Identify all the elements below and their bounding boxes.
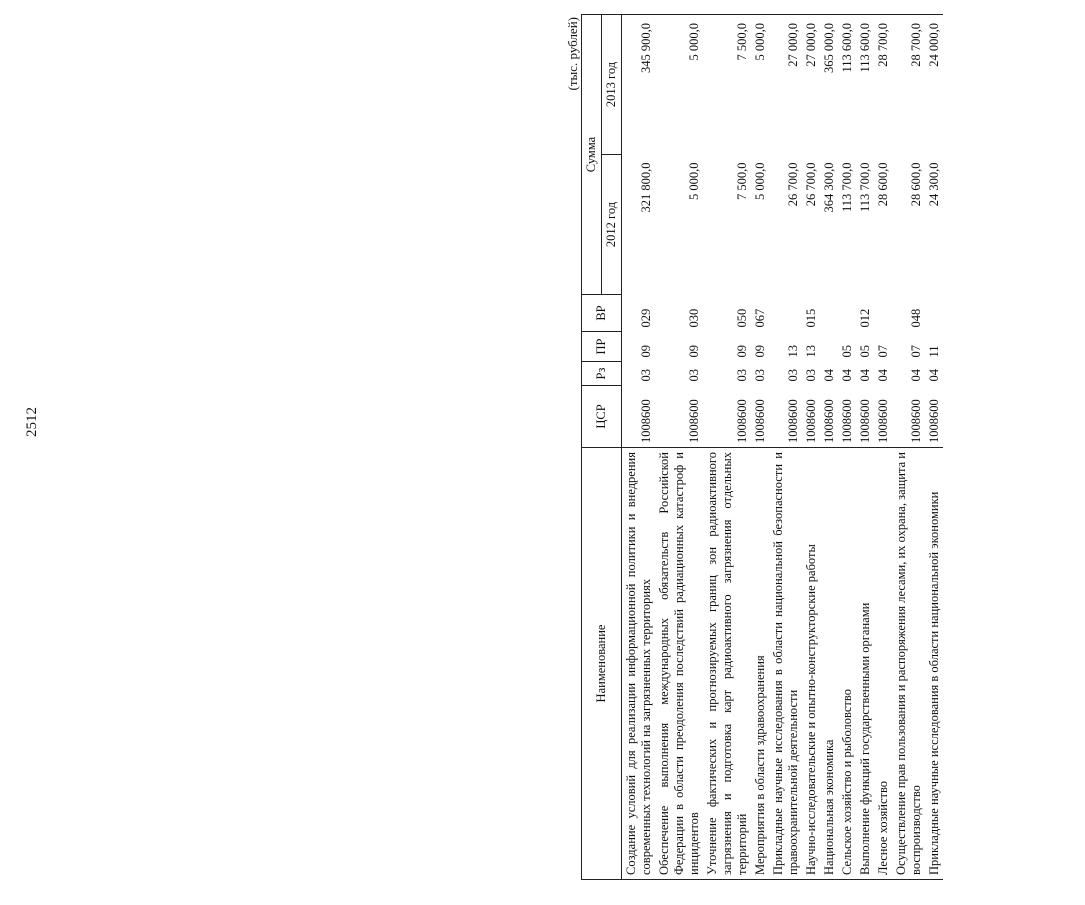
row-name: Мероприятия в области здравоохранения bbox=[751, 448, 769, 880]
table-row bbox=[802, 15, 820, 880]
row-amount-2012: 113 700,0 bbox=[840, 162, 854, 213]
row-amount-2012: 26 700,0 bbox=[786, 162, 800, 207]
row-csr: 1008600 bbox=[753, 399, 767, 443]
row-name: Сельское хозяйство и рыболовство bbox=[838, 448, 856, 880]
row-amount-2013: 28 700,0 bbox=[874, 15, 892, 155]
budget-table bbox=[581, 14, 943, 880]
row-rz: 03 bbox=[687, 369, 701, 382]
row-csr: 1008600 bbox=[840, 399, 854, 443]
row-name: Осуществление прав пользования и распоряжения лесами, их охрана, защита и воспроизводство bbox=[892, 448, 925, 880]
row-csr: 1008600 bbox=[822, 399, 836, 443]
row-csr: 1008600 bbox=[735, 399, 749, 443]
row-amount-2012: 26 700,0 bbox=[804, 162, 818, 207]
table-row bbox=[820, 15, 838, 880]
row-amount-2012: 364 300,0 bbox=[822, 162, 836, 213]
table-row bbox=[751, 15, 769, 880]
row-pr: 11 bbox=[927, 345, 941, 358]
row-amount-2012: 5 000,0 bbox=[687, 162, 701, 200]
row-amount-2013: 345 900,0 bbox=[622, 15, 656, 155]
row-amount-2013: 7 500,0 bbox=[703, 15, 751, 155]
row-vr: 015 bbox=[804, 308, 818, 328]
header-csr: ЦСР bbox=[582, 386, 622, 448]
row-vr: 050 bbox=[735, 308, 749, 328]
row-rz: 04 bbox=[876, 369, 890, 382]
row-rz: 03 bbox=[735, 369, 749, 382]
row-vr bbox=[874, 295, 892, 332]
row-pr: 07 bbox=[876, 345, 890, 358]
row-name: Научно-исследовательские и опытно-конструкторские работы bbox=[802, 448, 820, 880]
row-pr: 13 bbox=[786, 345, 800, 358]
table-body bbox=[622, 15, 944, 880]
table-row bbox=[655, 15, 703, 880]
row-csr: 1008600 bbox=[909, 399, 923, 443]
row-csr: 1008600 bbox=[876, 399, 890, 443]
row-amount-2013: 28 700,0 bbox=[892, 15, 925, 155]
row-amount-2013: 113 600,0 bbox=[838, 15, 856, 155]
table-row bbox=[892, 15, 925, 880]
row-amount-2013: 365 000,0 bbox=[820, 15, 838, 155]
table-row bbox=[622, 15, 656, 880]
row-name: Создание условий для реализации информационной политики и внедрения современных технологий на загрязненных территориях bbox=[622, 448, 656, 880]
table-row bbox=[856, 15, 874, 880]
row-vr: 029 bbox=[639, 308, 653, 328]
row-rz: 03 bbox=[804, 369, 818, 382]
row-vr bbox=[838, 295, 856, 332]
row-amount-2013: 113 600,0 bbox=[856, 15, 874, 155]
header-rz: Рз bbox=[582, 362, 622, 386]
row-name: Прикладные научные исследования в области национальной экономики bbox=[925, 448, 943, 880]
row-pr: 09 bbox=[735, 345, 749, 358]
row-amount-2012: 113 700,0 bbox=[858, 162, 872, 213]
row-pr: 05 bbox=[840, 345, 854, 358]
row-amount-2012: 24 300,0 bbox=[927, 162, 941, 207]
row-amount-2013: 27 000,0 bbox=[769, 15, 802, 155]
row-pr: 13 bbox=[804, 345, 818, 358]
row-amount-2013: 24 000,0 bbox=[925, 15, 943, 155]
table-row bbox=[703, 15, 751, 880]
row-rz: 03 bbox=[753, 369, 767, 382]
row-amount-2012: 28 600,0 bbox=[876, 162, 890, 207]
header-vr: ВР bbox=[582, 295, 622, 332]
row-rz: 04 bbox=[927, 369, 941, 382]
table-header bbox=[582, 15, 622, 880]
row-rz: 04 bbox=[822, 369, 836, 382]
row-vr: 048 bbox=[909, 308, 923, 328]
units-note: (тыс. рублей) bbox=[565, 17, 580, 91]
row-amount-2013: 27 000,0 bbox=[802, 15, 820, 155]
row-rz: 04 bbox=[858, 369, 872, 382]
page-number: 2512 bbox=[24, 407, 40, 437]
row-vr: 030 bbox=[687, 308, 701, 328]
row-amount-2013: 5 000,0 bbox=[655, 15, 703, 155]
row-pr: 09 bbox=[639, 345, 653, 358]
header-year-2013: 2013 год bbox=[602, 15, 622, 155]
row-amount-2012: 28 600,0 bbox=[909, 162, 923, 207]
row-amount-2013: 5 000,0 bbox=[751, 15, 769, 155]
row-vr: 067 bbox=[753, 308, 767, 328]
row-csr: 1008600 bbox=[687, 399, 701, 443]
row-csr: 1008600 bbox=[927, 399, 941, 443]
row-amount-2012: 5 000,0 bbox=[753, 162, 767, 200]
table-row bbox=[769, 15, 802, 880]
row-pr bbox=[820, 332, 838, 362]
row-csr: 1008600 bbox=[804, 399, 818, 443]
row-vr: 012 bbox=[858, 308, 872, 328]
row-csr: 1008600 bbox=[639, 399, 653, 443]
row-amount-2012: 321 800,0 bbox=[639, 162, 653, 213]
row-vr bbox=[820, 295, 838, 332]
table-row bbox=[874, 15, 892, 880]
row-rz: 03 bbox=[639, 369, 653, 382]
row-vr bbox=[925, 295, 943, 332]
row-pr: 07 bbox=[909, 345, 923, 358]
row-name: Прикладные научные исследования в области национальной безопасности и правоохранительной деятельности bbox=[769, 448, 802, 880]
row-rz: 03 bbox=[786, 369, 800, 382]
row-pr: 09 bbox=[753, 345, 767, 358]
row-pr: 09 bbox=[687, 345, 701, 358]
header-year-2012: 2012 год bbox=[602, 155, 622, 295]
header-pr: ПР bbox=[582, 332, 622, 362]
table-row bbox=[838, 15, 856, 880]
row-name: Обеспечение выполнения международных обязательств Российской Федерации в области преодоления последствий радиационных катастроф и инцидентов bbox=[655, 448, 703, 880]
row-name: Уточнение фактических и прогнозируемых границ зон радиоактивного загрязнения и подготовка карт радиоактивного загрязнения отдельных территорий bbox=[703, 448, 751, 880]
row-pr: 05 bbox=[858, 345, 872, 358]
row-name: Выполнение функций государственными органами bbox=[856, 448, 874, 880]
row-name: Национальная экономика bbox=[820, 448, 838, 880]
row-rz: 04 bbox=[840, 369, 854, 382]
row-rz: 04 bbox=[909, 369, 923, 382]
row-name: Лесное хозяйство bbox=[874, 448, 892, 880]
row-csr: 1008600 bbox=[786, 399, 800, 443]
header-name: Наименование bbox=[582, 448, 622, 880]
row-csr: 1008600 bbox=[858, 399, 872, 443]
row-vr bbox=[769, 295, 802, 332]
budget-table-sheet bbox=[565, 15, 1085, 880]
row-amount-2012: 7 500,0 bbox=[735, 162, 749, 200]
table-row bbox=[925, 15, 943, 880]
header-sum: Сумма bbox=[582, 15, 602, 295]
